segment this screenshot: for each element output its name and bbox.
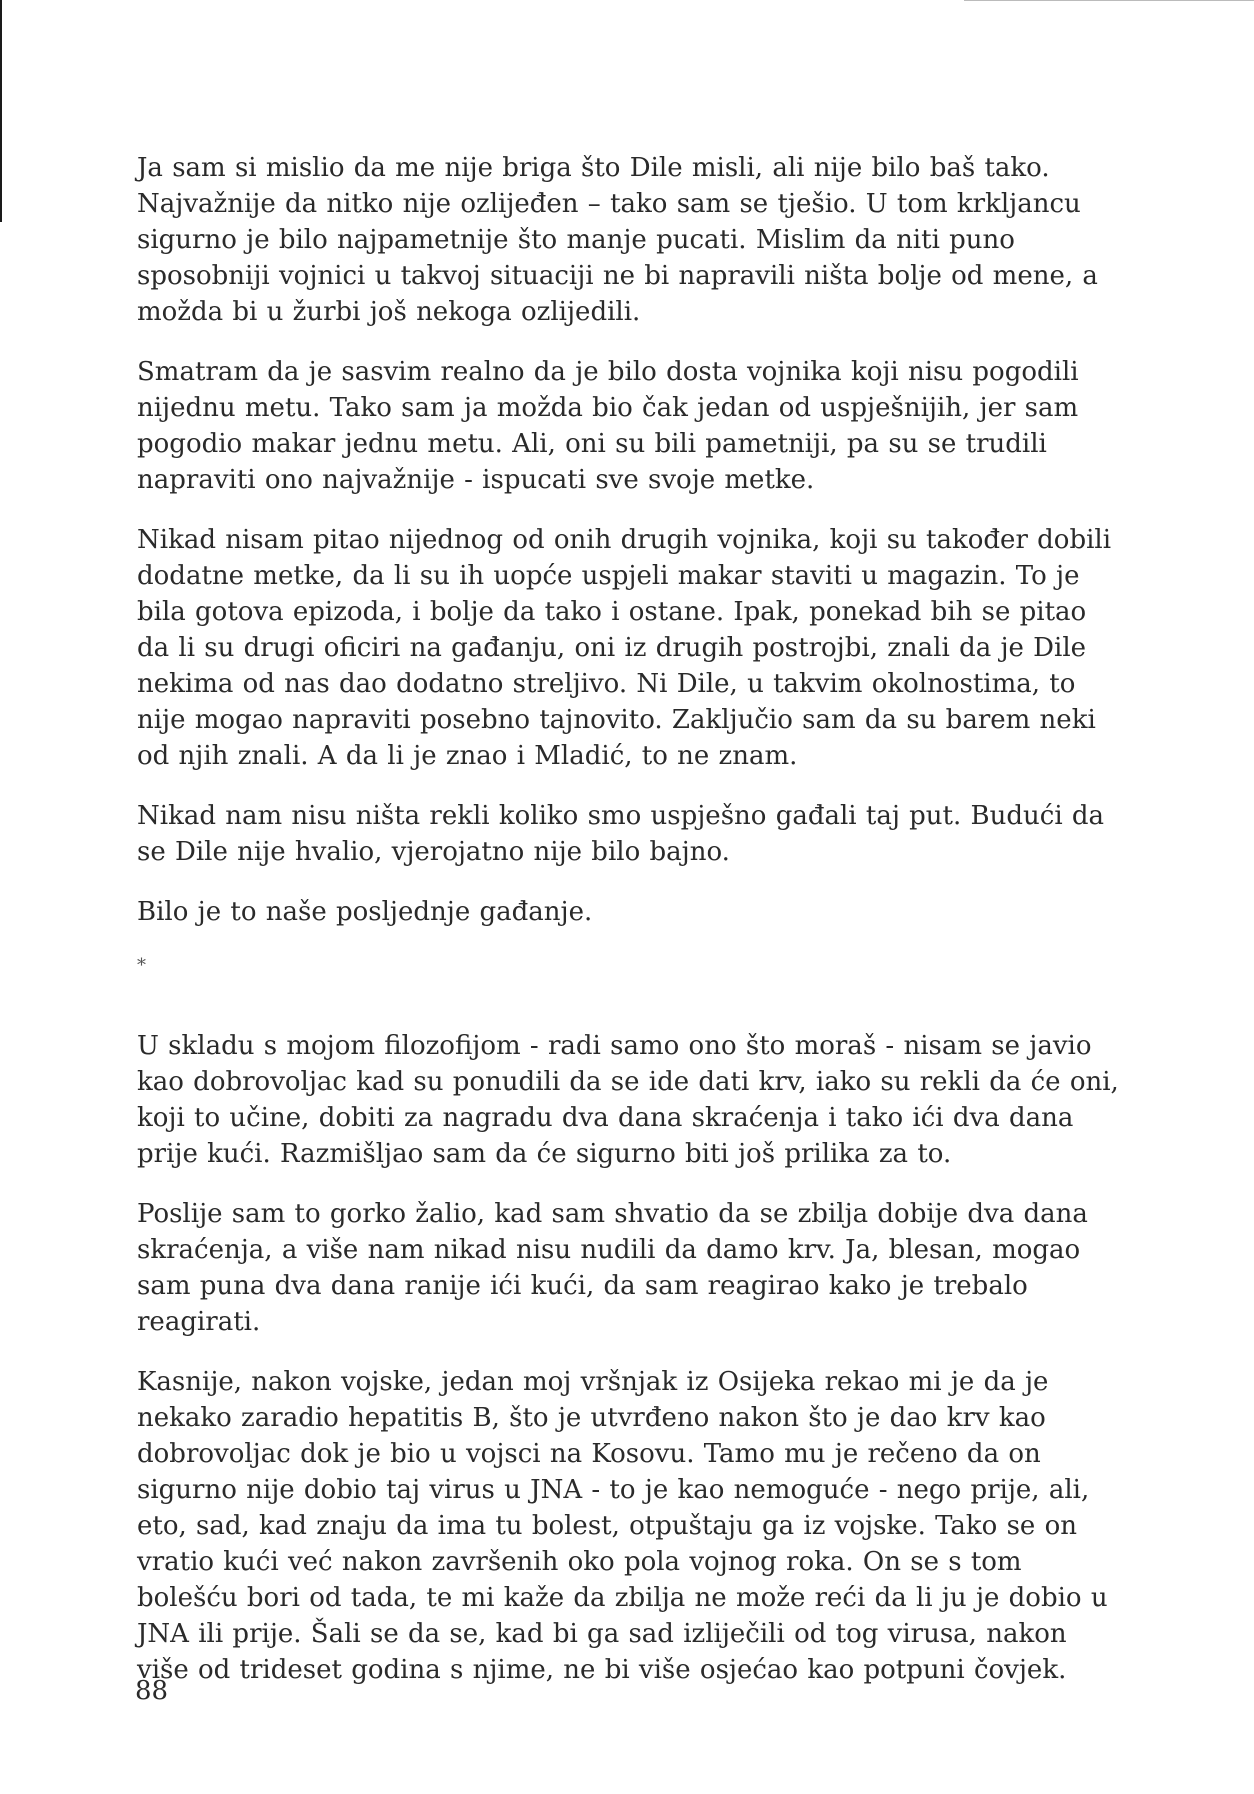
page-body <box>137 150 1122 1712</box>
scan-edge-top <box>964 0 1254 1</box>
paragraph: U skladu s mojom filozofijom - radi samo ono što moraš - nisam se javio kao dobrovoljac kad su ponudili da se ide dati krv, iako su rekli da će oni, koji to učine, dobiti za nagradu dva dana skraćenja i tako ići dva dana prije kući. Razmišljao sam da će sigurno biti još prilika za to. <box>137 1031 1119 1169</box>
paragraph: Smatram da je sasvim realno da je bilo dosta vojnika koji nisu pogodili nijednu metu. Tako sam ja možda bio čak jedan od uspješnijih, jer sam pogodio makar jednu metu. Ali, oni su bili pametniji, pa su se trudili napraviti ono najvažnije - ispucati sve svoje metke. <box>137 357 1079 495</box>
section-separator: * <box>137 955 146 976</box>
paragraph: Kasnije, nakon vojske, jedan moj vršnjak iz Osijeka rekao mi je da je nekako zaradio hepatitis B, što je utvrđeno nakon što je dao krv kao dobrovoljac dok je bio u vojsci na Kosovu. Tamo mu je rečeno da on sigurno nije dobio taj virus u JNA - to je kao nemoguće - nego prije, ali, eto, sad, kad znaju da ima tu bolest, otpuštaju ga iz vojske. Tako se on vratio kući već nakon završenih oko pola vojnog roka. On se s tom bolešću bori od tada, te mi kaže da zbilja ne može reći da li ju je dobio u JNA ili prije. Šali se da se, kad bi ga sad izliječili od tog virusa, nakon više od trideset godina s njime, ne bi više osjećao kao potpuni čovjek. <box>137 1367 1108 1685</box>
page-number: 88 <box>135 1676 169 1706</box>
paragraph: Nikad nisam pitao nijednog od onih drugih vojnika, koji su također dobili dodatne metke, da li su ih uopće uspjeli makar staviti u magazin. To je bila gotova epizoda, i bolje da tako i ostane. Ipak, ponekad bih se pitao da li su drugi oficiri na gađanju, oni iz drugih postrojbi, znali da je Dile nekima od nas dao dodatno streljivo. Ni Dile, u takvim okolnostima, to nije mogao napraviti posebno tajnovito. Zaključio sam da su barem neki od njih znali. A da li je znao i Mladić, to ne znam. <box>137 525 1112 771</box>
paragraph: Ja sam si mislio da me nije briga što Dile misli, ali nije bilo baš tako. Najvažnije da nitko nije ozlijeđen – tako sam se tješio. U tom krkljancu sigurno je bilo najpametnije što manje pucati. Mislim da niti puno sposobniji vojnici u takvoj situaciji ne bi napravili ništa bolje od mene, a možda bi u žurbi još nekoga ozlijedili. <box>137 153 1098 327</box>
paragraph: Poslije sam to gorko žalio, kad sam shvatio da se zbilja dobije dva dana skraćenja, a više nam nikad nisu nudili da damo krv. Ja, blesan, mogao sam puna dva dana ranije ići kući, da sam reagirao kako je trebalo reagirati. <box>137 1199 1088 1337</box>
paragraph: Nikad nam nisu ništa rekli koliko smo uspješno gađali taj put. Budući da se Dile nije hvalio, vjerojatno nije bilo bajno. <box>137 801 1105 867</box>
paragraph: Bilo je to naše posljednje gađanje. <box>137 897 593 927</box>
scan-edge-left <box>0 0 2 222</box>
